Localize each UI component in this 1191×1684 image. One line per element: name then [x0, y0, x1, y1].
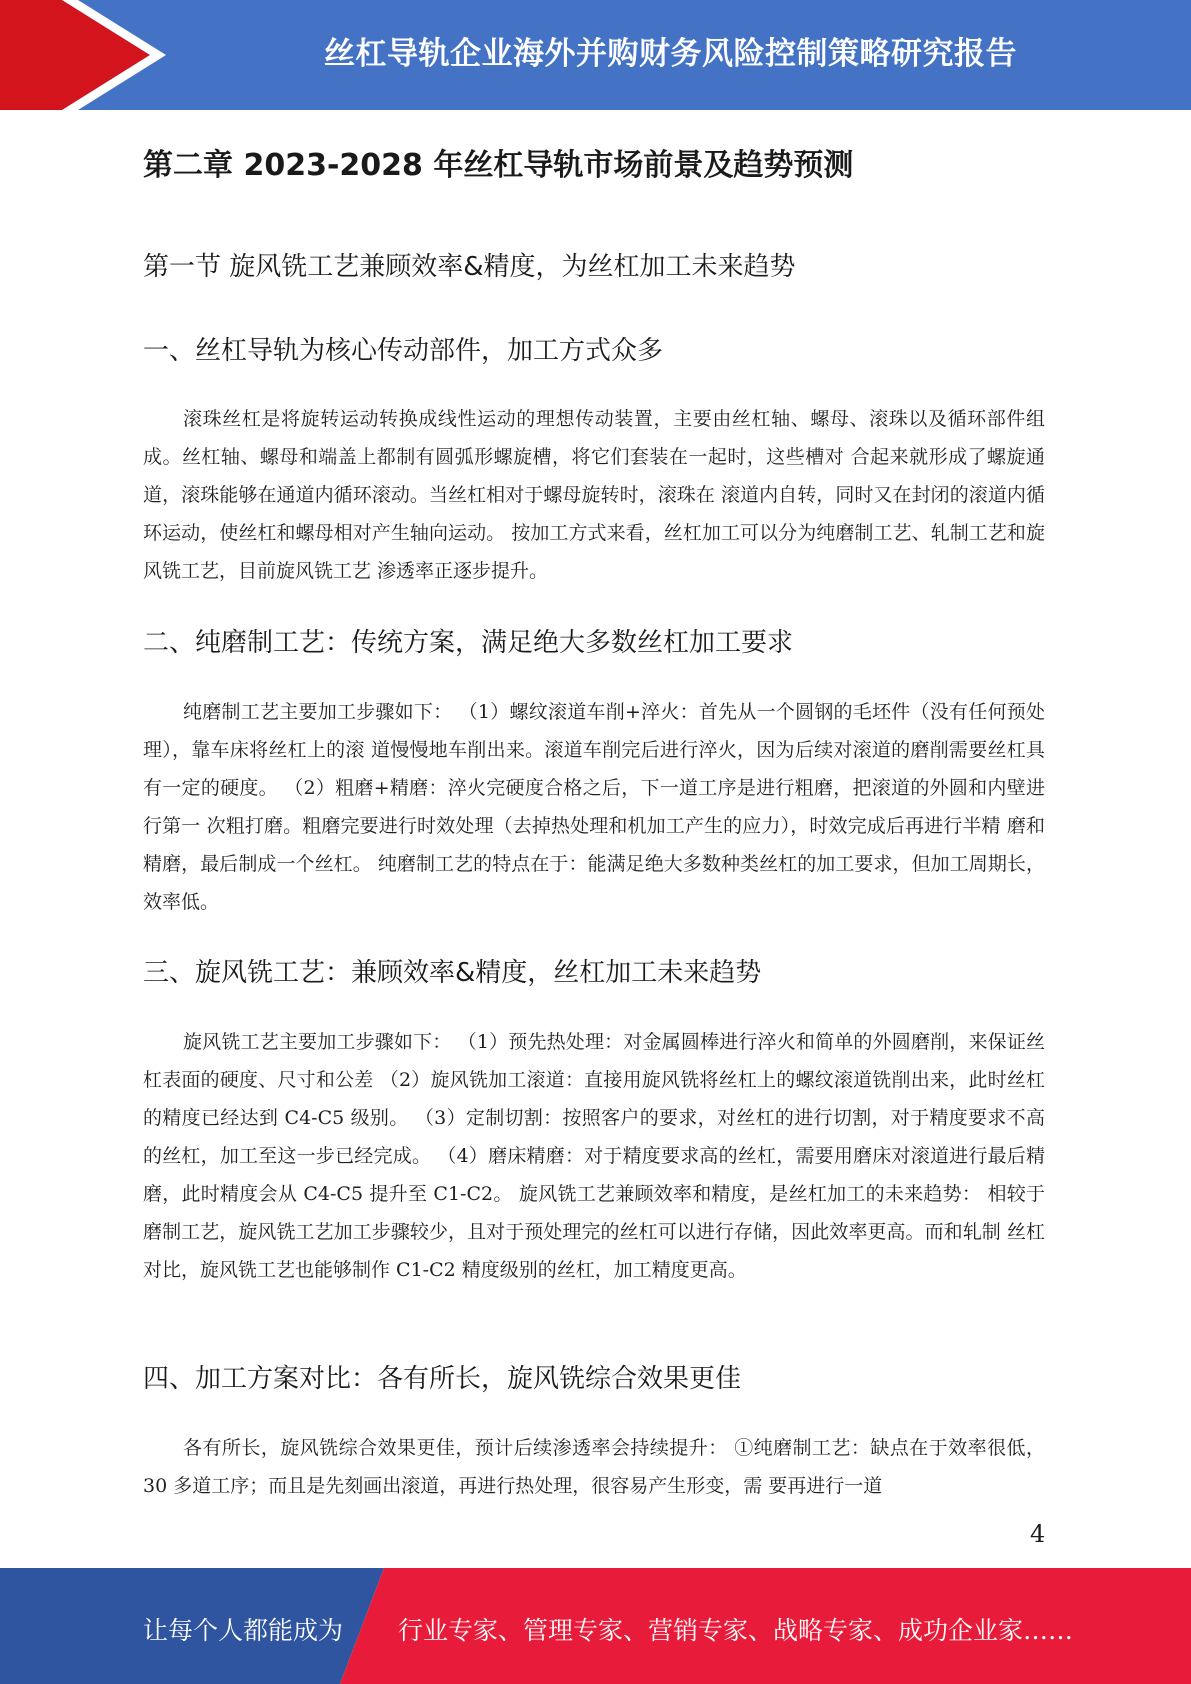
report-title: 丝杠导轨企业海外并购财务风险控制策略研究报告 [324, 36, 1017, 72]
subsection-heading-2: 二、纯磨制工艺：传统方案，满足绝大多数丝杠加工要求 [143, 628, 794, 658]
subsection-body-2: 纯磨制工艺主要加工步骤如下： （1）螺纹滚道车削+淬火：首先从一个圆钢的毛坯件（没有任何预处理），靠车床将丝杠上的滚 道慢慢地车削出来。滚道车削完后进行淬火，因为后续对滚道的磨削需要丝杠具有一定的硬度。 （2）粗磨+精磨：淬火完硬度合格之后，下一道工序是进行粗磨，把滚道的外圆和内壁进行第一 次粗打磨。粗磨完要进行时效处理（去掉热处理和机加工产生的应力），时效完成后再进行半精 磨和精磨，最后制成一个丝杠。 纯磨制工艺的特点在于：能满足绝大多数种类丝杠的加工要求，但加工周期长，效率低。 [143, 701, 1045, 913]
footer-slogan-left: 让每个人都能成为 [143, 1616, 344, 1645]
subsection-body-3: 旋风铣工艺主要加工步骤如下： （1）预先热处理：对金属圆棒进行淬火和简单的外圆磨削，来保证丝杠表面的硬度、尺寸和公差 （2）旋风铣加工滚道：直接用旋风铣将丝杠上的螺纹滚道铣削出来，此时丝杠的精度已经达到 C4-C5 级别。 （3）定制切割：按照客户的要求，对丝杠的进行切割，对于精度要求不高的丝杠，加工至这一步已经完成。 （4）磨床精磨：对于精度要求高的丝杠，需要用磨床对滚道进行最后精磨，此时精度会从 C4-C5 提升至 C1-C2。 旋风铣工艺兼顾效率和精度，是丝杠加工的未来趋势： 相较于磨制工艺，旋风铣工艺加工步骤较少，且对于预处理完的丝杠可以进行存储，因此效率更高。而和轧制 丝杠对比，旋风铣工艺也能够制作 C1-C2 精度级别的丝杠，加工精度更高。 [143, 1031, 1045, 1281]
subsection-body-4: 各有所长，旋风铣综合效果更佳，预计后续渗透率会持续提升： ①纯磨制工艺：缺点在于效率很低，30 多道工序；而且是先刻画出滚道，再进行热处理，很容易产生形变，需 要再进行一道 [143, 1437, 1045, 1497]
page-number: 4 [1030, 1520, 1046, 1548]
section-title: 第一节 旋风铣工艺兼顾效率&精度，为丝杠加工未来趋势 [143, 252, 796, 282]
subsection-heading-1: 一、丝杠导轨为核心传动部件，加工方式众多 [143, 336, 664, 366]
footer-slogan-right: 行业专家、管理专家、营销专家、战略专家、成功企业家…… [398, 1616, 1074, 1645]
subsection-body-1: 滚珠丝杠是将旋转运动转换成线性运动的理想传动装置，主要由丝杠轴、螺母、滚珠以及循环部件组成。丝杠轴、螺母和端盖上都制有圆弧形螺旋槽，将它们套装在一起时，这些槽对 合起来就形成了螺旋通道，滚珠能够在通道内循环滚动。当丝杠相对于螺母旋转时，滚珠在 滚道内自转，同时又在封闭的滚道内循环运动，使丝杠和螺母相对产生轴向运动。 按加工方式来看，丝杠加工可以分为纯磨制工艺、轧制工艺和旋风铣工艺，目前旋风铣工艺 渗透率正逐步提升。 [143, 408, 1045, 582]
chapter-title: 第二章 2023-2028 年丝杠导轨市场前景及趋势预测 [143, 148, 854, 183]
subsection-heading-4: 四、加工方案对比：各有所长，旋风铣综合效果更佳 [143, 1364, 742, 1394]
subsection-heading-3: 三、旋风铣工艺：兼顾效率&精度，丝杠加工未来趋势 [143, 958, 762, 988]
report-header-band [0, 0, 1191, 110]
report-footer-band [0, 1568, 1191, 1684]
